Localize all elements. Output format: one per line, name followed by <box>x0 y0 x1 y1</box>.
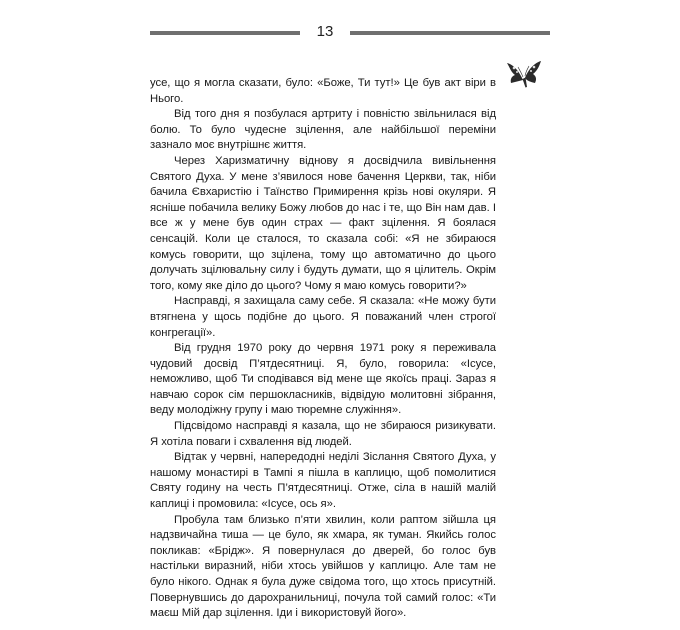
butterfly-icon <box>506 60 542 90</box>
page-header <box>150 22 550 42</box>
paragraph: Від того дня я позбулася артриту і повністю звільнилася від болю. То було чудесне зцілення, але найбільшої переміни зазнало моє внутрішнє життя. <box>150 108 496 152</box>
paragraph: Підсвідомо насправді я казала, що не збираюся ризикувати. Я хотіла поваги і схвалення від людей. <box>150 420 496 448</box>
header-rule-left <box>150 31 300 35</box>
header-rule-right <box>350 31 550 35</box>
paragraph: Від грудня 1970 року до червня 1971 року я переживала чудовий досвід П’ятдесятниці. Я, було, говорила: «Ісусе, неможливо, щоб Ти сподівався від мене ще якоїсь праці. Зараз я навчаю сорок сім першокласників, відвідую молитовні зібрання, веду молодіжну групу і маю тюремне служіння». <box>150 342 496 417</box>
paragraph: Через Харизматичну віднову я досвідчила вивільнення Святого Духа. У мене з’явилося нове бачення Церкви, так, ніби бачила Євхаристію і Таїнство Примирення крізь нові окуляри. Я ясніше побачила велику Божу любов до нас і те, що Він нам дав. І все ж у мене був один страх — факт зцілення. Я боялася сенсацій. Коли це сталося, то сказала собі: «Я не збираюся комусь говорити, що зцілена, тому що автоматично до цього долучать зцілювальну силу і будуть думати, що я цілитель. Окрім того, кому яке діло до цього? Чому я маю комусь говорити?» <box>150 154 496 292</box>
paragraph: усе, що я могла сказати, було: «Боже, Ти тут!» Це був акт віри в Нього. <box>150 77 496 105</box>
paragraph: Пробула там близько п’яти хвилин, коли раптом зійшла ця надзвичайна тиша — це було, як хмара, як туман. Якийсь голос покликав: «Брідж». Я повернулася до дверей, бо голос був настільки виразний, ніби хтось увійшов у каплицю. Але там не було нікого. Однак я була дуже свідома того, що хтось присутній. Повернувшись до дарохранильниці, почула той самий голос: «Ти маєш Мій дар зцілення. Іди і використовуй його». <box>150 513 496 620</box>
page-number: 13 <box>316 23 334 40</box>
paragraph: Відтак у червні, напередодні неділі Зіслання Святого Духа, у нашому монастирі в Тампі я пішла в каплицю, щоб помолитися Святу годину на честь П’ятдесятниці. Отже, сіла в нашій малій каплиці і промовила: «Ісусе, ось я». <box>150 451 496 511</box>
body-text <box>150 76 496 622</box>
paragraph: Насправді, я захищала саму себе. Я сказала: «Не можу бути втягнена у щось подібне до цього. Я поважаний член строгої конгрегації». <box>150 295 496 339</box>
